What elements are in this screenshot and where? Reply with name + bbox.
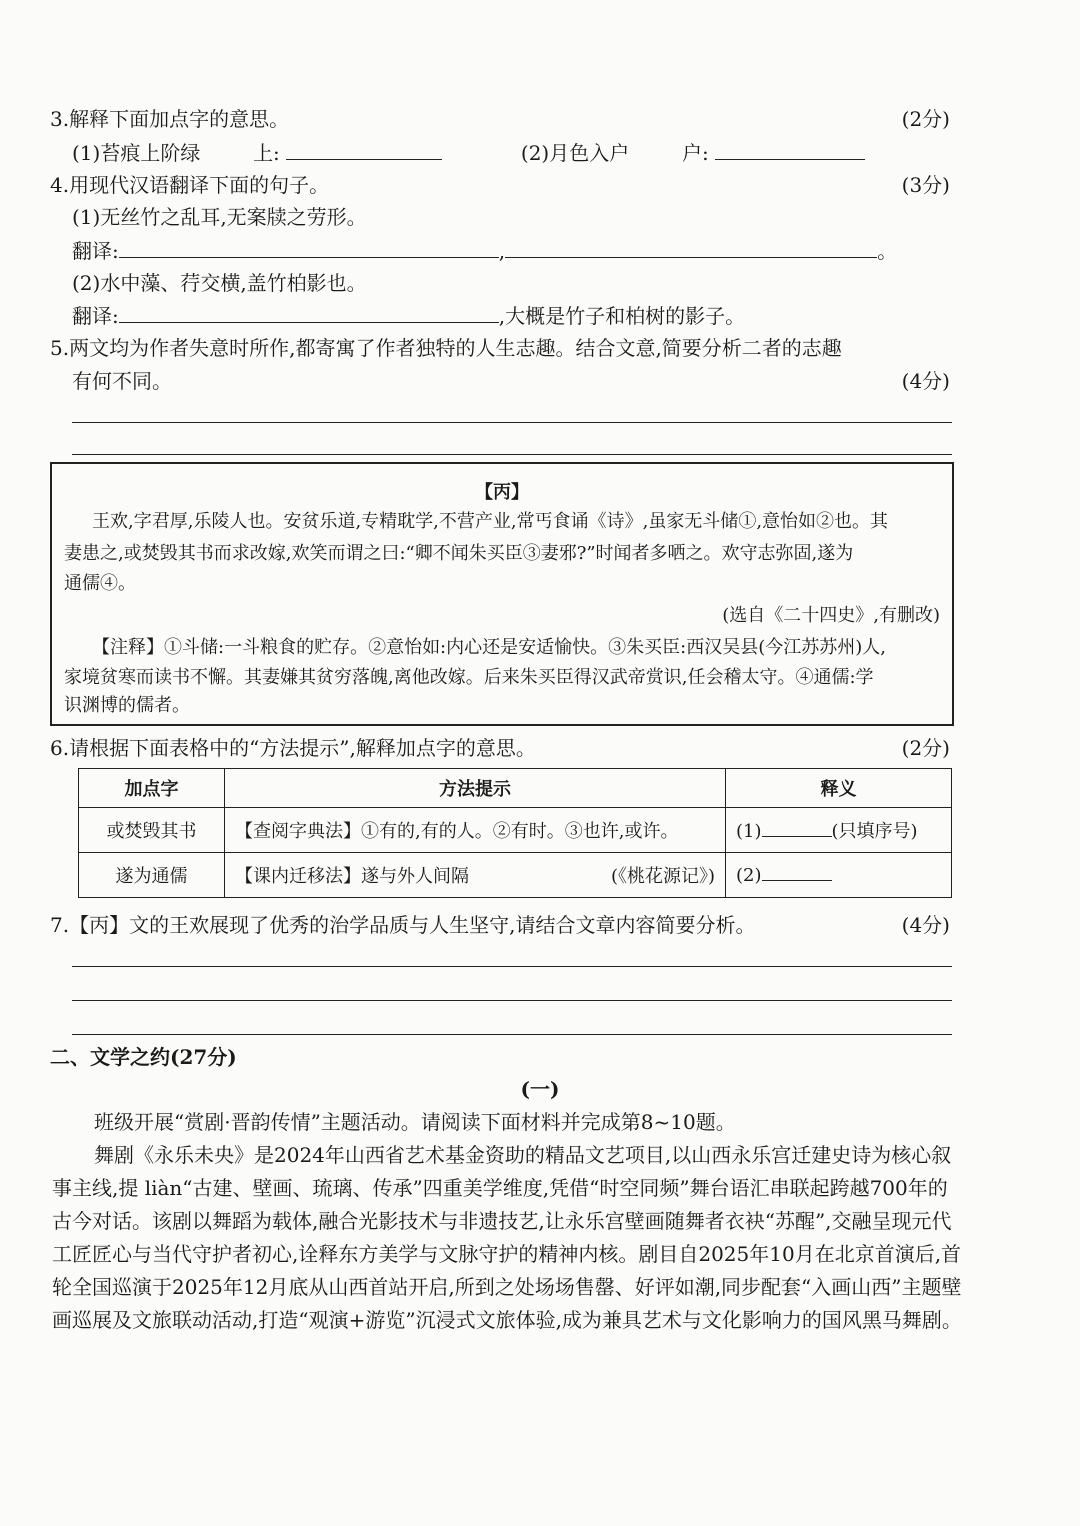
- dotted-word-cell: 或焚毁其书: [79, 808, 225, 853]
- table-row: [79, 808, 952, 853]
- question-6-score: (2分): [901, 736, 950, 760]
- answer-line[interactable]: [72, 1034, 952, 1035]
- passage-source: (选自《二十四史》,有删改): [722, 605, 940, 626]
- note-line-2: 家境贫寒而读书不懈。其妻嫌其贫穷落魄,离他改嫁。后来朱买臣得汉武帝赏识,任会稽太守。④通儒:学: [64, 667, 874, 688]
- question-3-item-2-key: 户:: [681, 141, 709, 165]
- note-line-3: 识渊博的儒者。: [64, 695, 190, 716]
- method-hint-cell: 【查阅字典法】①有的,有的人。②有时。③也许,或许。: [225, 808, 726, 853]
- section-2-title: 二、文学之约(27分): [50, 1045, 237, 1069]
- period: 。: [877, 239, 898, 263]
- header-meaning: 释义: [726, 769, 952, 808]
- question-3-items: [72, 137, 865, 168]
- question-4: 4.用现代汉语翻译下面的句子。: [50, 173, 330, 197]
- answer-blank-1[interactable]: [762, 820, 832, 837]
- dotted-word-cell: 遂为通儒: [79, 853, 225, 898]
- answer-line[interactable]: [72, 966, 952, 967]
- section-2-paragraph: 舞剧《永乐未央》是2024年山西省艺术基金资助的精品文艺项目,以山西永乐宫迁建史诗为核心叙事主线,提 liàn“古建、壁画、琉璃、传承”四重美学维度,凭借“时空同频”舞台语汇串联起跨越700年的古今对话。该剧以舞蹈为载体,融合光影技术与非遗技艺,让永乐宫壁画随舞者衣袂“苏醒”,交融呈现元代工匠匠心与当代守护者初心,诠释东方美学与文脉守护的精神内核。剧目自2025年10月在北京首演后,首轮全国巡演于2025年12月底从山西首站开启,所到之处场场售罄、好评如潮,同步配套“入画山西”主题壁画巡展及文旅联动活动,打造“观演+游览”沉浸式文旅体验,成为兼具艺术与文化影响力的国风黑马舞剧。: [52, 1143, 962, 1332]
- answer-note: (只填序号): [831, 821, 918, 842]
- hint-source: (《桃花源记》): [610, 866, 715, 887]
- translation-1b-blank[interactable]: [505, 235, 877, 258]
- question-5-score: (4分): [901, 369, 950, 393]
- translation-2-tail: ,大概是竹子和柏树的影子。: [498, 304, 746, 328]
- question-7: 7.【丙】文的王欢展现了优秀的治学品质与人生坚守,请结合文章内容简要分析。: [50, 913, 756, 937]
- answer-index: (1): [736, 821, 762, 842]
- translate-label: 翻译:: [72, 304, 119, 328]
- question-3: 3.解释下面加点字的意思。: [50, 107, 290, 131]
- method-hint-cell: [225, 853, 726, 898]
- answer-line[interactable]: [72, 422, 952, 423]
- answer-index: (2): [736, 865, 762, 886]
- meaning-cell: [726, 853, 952, 898]
- answer-line[interactable]: [72, 454, 952, 455]
- question-3-item-1-key: 上:: [253, 141, 280, 165]
- question-3-answer-2[interactable]: [715, 137, 865, 160]
- translation-1a-blank[interactable]: [119, 235, 499, 258]
- method-table: [78, 768, 952, 898]
- passage-line-2: 妻患之,或焚毁其书而求改嫁,欢笑而谓之曰:“卿不闻朱买臣③妻邪?”时闻者多哂之。欢守志弥固,遂为: [64, 543, 854, 564]
- translate-label: 翻译:: [72, 239, 119, 263]
- question-4-score: (3分): [901, 173, 950, 197]
- note-line-1: 【注释】①斗储:一斗粮食的贮存。②意怡如:内心还是安适愉快。③朱买臣:西汉吴县(今江苏苏州)人,: [92, 637, 886, 658]
- question-3-item-2: (2)月色入户: [520, 141, 630, 165]
- passage-bing-box: [50, 462, 954, 726]
- header-dotted-word: 加点字: [79, 769, 225, 808]
- answer-line[interactable]: [72, 1000, 952, 1001]
- question-4-translation-1: [72, 235, 897, 266]
- table-header-row: [79, 769, 952, 808]
- section-2-subtitle: (一): [520, 1077, 560, 1101]
- question-3-score: (2分): [901, 107, 950, 131]
- header-method-hint: 方法提示: [225, 769, 726, 808]
- answer-blank-2[interactable]: [762, 864, 832, 881]
- question-4-sentence-1: (1)无丝竹之乱耳,无案牍之劳形。: [72, 205, 367, 229]
- translation-2-blank[interactable]: [119, 300, 499, 323]
- passage-line-1: 王欢,字君厚,乐陵人也。安贫乐道,专精耽学,不营产业,常丐食诵《诗》,虽家无斗储①,意怡如②也。其: [92, 511, 889, 532]
- question-4-translation-2: [72, 300, 745, 331]
- comma: ,: [498, 239, 506, 263]
- question-4-sentence-2: (2)水中藻、荇交横,盖竹柏影也。: [72, 271, 367, 295]
- question-6: 6.请根据下面表格中的“方法提示”,解释加点字的意思。: [50, 736, 536, 760]
- table-row: [79, 853, 952, 898]
- meaning-cell: [726, 808, 952, 853]
- question-3-item-1: (1)苔痕上阶绿: [72, 141, 201, 165]
- question-5-line-1: 5.两文均为作者失意时所作,都寄寓了作者独特的人生志趣。结合文意,简要分析二者的志趣: [50, 336, 842, 360]
- passage-line-3: 通儒④。: [64, 573, 136, 594]
- question-5-line-2: 有何不同。: [72, 369, 172, 393]
- question-7-score: (4分): [901, 913, 950, 937]
- section-2-intro: 班级开展“赏剧·晋韵传情”主题活动。请阅读下面材料并完成第8~10题。: [94, 1110, 736, 1134]
- passage-title: 【丙】: [475, 482, 529, 503]
- method-hint-text: 【课内迁移法】遂与外人间隔: [235, 866, 469, 887]
- question-3-answer-1[interactable]: [286, 137, 442, 160]
